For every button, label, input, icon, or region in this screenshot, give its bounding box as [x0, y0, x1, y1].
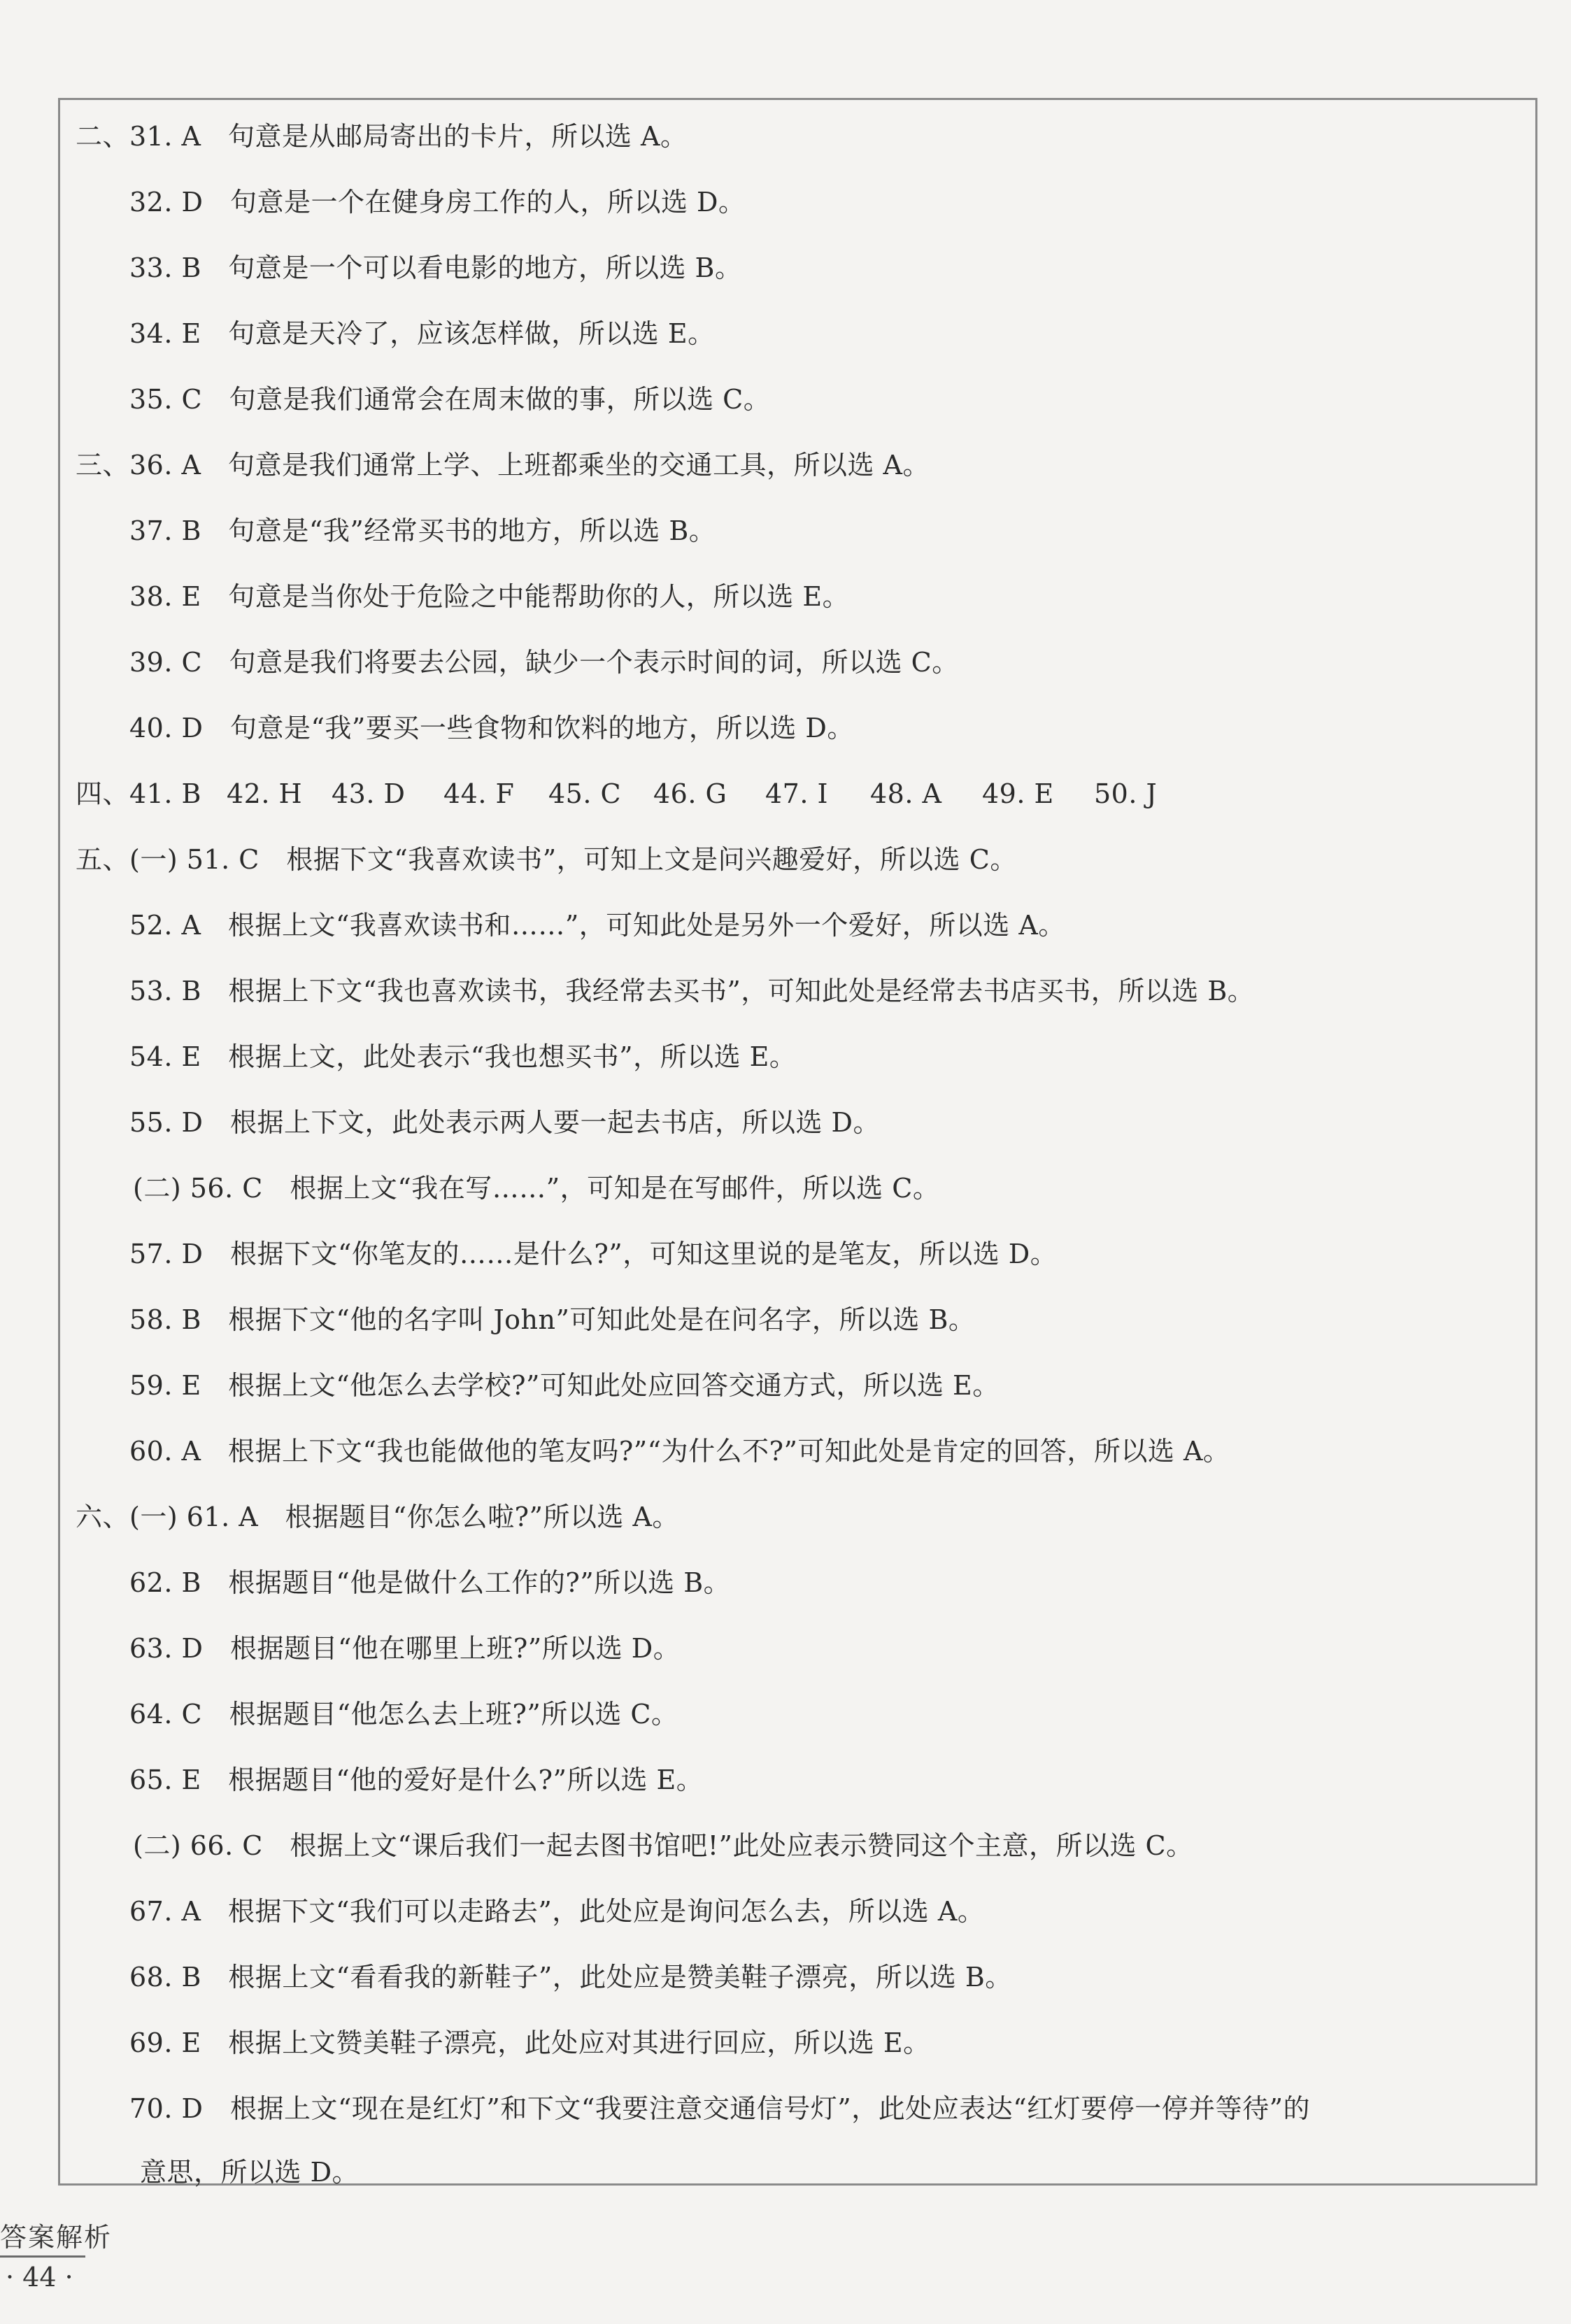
- answer-line: 57. D 根据下文“你笔友的……是什么?”，可知这里说的是笔友，所以选 D。: [129, 1239, 1058, 1269]
- answer-item: 48. A: [870, 778, 942, 809]
- answer-item: 43. D: [332, 778, 406, 809]
- answer-line: 58. B 根据下文“他的名字叫 John”可知此处是在问名字，所以选 B。: [129, 1304, 976, 1335]
- answer-line: 68. B 根据上文“看看我的新鞋子”，此处应是赞美鞋子漂亮，所以选 B。: [129, 1962, 1012, 1992]
- answer-line: 52. A 根据上文“我喜欢读书和……”，可知此处是另外一个爱好，所以选 A。: [129, 910, 1065, 941]
- answer-line: 33. B 句意是一个可以看电影的地方，所以选 B。: [129, 252, 742, 283]
- answer-line: [70, 761, 1532, 827]
- answer-line: 三、36. A 句意是我们通常上学、上班都乘坐的交通工具，所以选 A。: [76, 450, 930, 480]
- answer-line: 63. D 根据题目“他在哪里上班?”所以选 D。: [129, 1633, 681, 1664]
- answer-line: 39. C 句意是我们将要去公园，缺少一个表示时间的词，所以选 C。: [129, 647, 959, 678]
- answer-line: 53. B 根据上下文“我也喜欢读书，我经常去买书”，可知此处是经常去书店买书，所以选 B。: [129, 976, 1255, 1006]
- answer-item: 四、41. B: [76, 778, 201, 809]
- answer-line: 70. D 根据上文“现在是红灯”和下文“我要注意交通信号灯”，此处应表达“红灯要停一停并等待”的: [129, 2093, 1311, 2124]
- answer-item: 49. E: [982, 778, 1054, 809]
- answer-item: 47. I: [765, 778, 829, 809]
- answer-line: 69. E 根据上文赞美鞋子漂亮，此处应对其进行回应，所以选 E。: [129, 2027, 930, 2058]
- answer-line: 67. A 根据下文“我们可以走路去”，此处应是询问怎么去，所以选 A。: [129, 1896, 985, 1927]
- answer-item: 44. F: [443, 778, 515, 809]
- answer-item: 45. C: [548, 778, 622, 809]
- answer-line: (二) 66. C 根据上文“课后我们一起去图书馆吧!”此处应表示赞同这个主意，所以选 C。: [133, 1830, 1193, 1861]
- answer-line: 64. C 根据题目“他怎么去上班?”所以选 C。: [129, 1699, 678, 1730]
- answer-line: 62. B 根据题目“他是做什么工作的?”所以选 B。: [129, 1567, 731, 1598]
- answer-line: 54. E 根据上文，此处表示“我也想买书”，所以选 E。: [129, 1041, 797, 1072]
- answer-line: (二) 56. C 根据上文“我在写……”，可知是在写邮件，所以选 C。: [133, 1173, 940, 1204]
- answer-line: 35. C 句意是我们通常会在周末做的事，所以选 C。: [129, 384, 771, 415]
- answer-item: 42. H: [227, 778, 303, 809]
- footer-section-label: 答案解析: [0, 2222, 113, 2253]
- answer-line: 32. D 句意是一个在健身房工作的人，所以选 D。: [129, 187, 746, 218]
- answer-lines: [70, 104, 1532, 2203]
- page-number: · 44 ·: [6, 2262, 73, 2293]
- answer-line: 60. A 根据上下文“我也能做他的笔友吗?”“为什么不?”可知此处是肯定的回答，所以选 A。: [129, 1436, 1230, 1467]
- answer-item: 46. G: [653, 778, 727, 809]
- answer-line: 34. E 句意是天冷了，应该怎样做，所以选 E。: [129, 318, 715, 349]
- answer-line: 40. D 句意是“我”要买一些食物和饮料的地方，所以选 D。: [129, 713, 854, 743]
- answer-line: 意思，所以选 D。: [140, 2157, 360, 2188]
- answer-line: 37. B 句意是“我”经常买书的地方，所以选 B。: [129, 515, 716, 546]
- footer-rule: [0, 2255, 85, 2258]
- answer-line: 二、31. A 句意是从邮局寄出的卡片，所以选 A。: [76, 121, 688, 152]
- answer-line: 五、(一) 51. C 根据下文“我喜欢读书”，可知上文是问兴趣爱好，所以选 C。: [76, 844, 1017, 875]
- answer-item: 50. J: [1094, 778, 1158, 809]
- answer-line: 六、(一) 61. A 根据题目“你怎么啦?”所以选 A。: [76, 1502, 679, 1532]
- answer-line: 38. E 句意是当你处于危险之中能帮助你的人，所以选 E。: [129, 581, 850, 612]
- answer-line: 59. E 根据上文“他怎么去学校?”可知此处应回答交通方式，所以选 E。: [129, 1370, 1000, 1401]
- answer-line: 55. D 根据上下文，此处表示两人要一起去书店，所以选 D。: [129, 1107, 881, 1138]
- answer-line: 65. E 根据题目“他的爱好是什么?”所以选 E。: [129, 1765, 704, 1795]
